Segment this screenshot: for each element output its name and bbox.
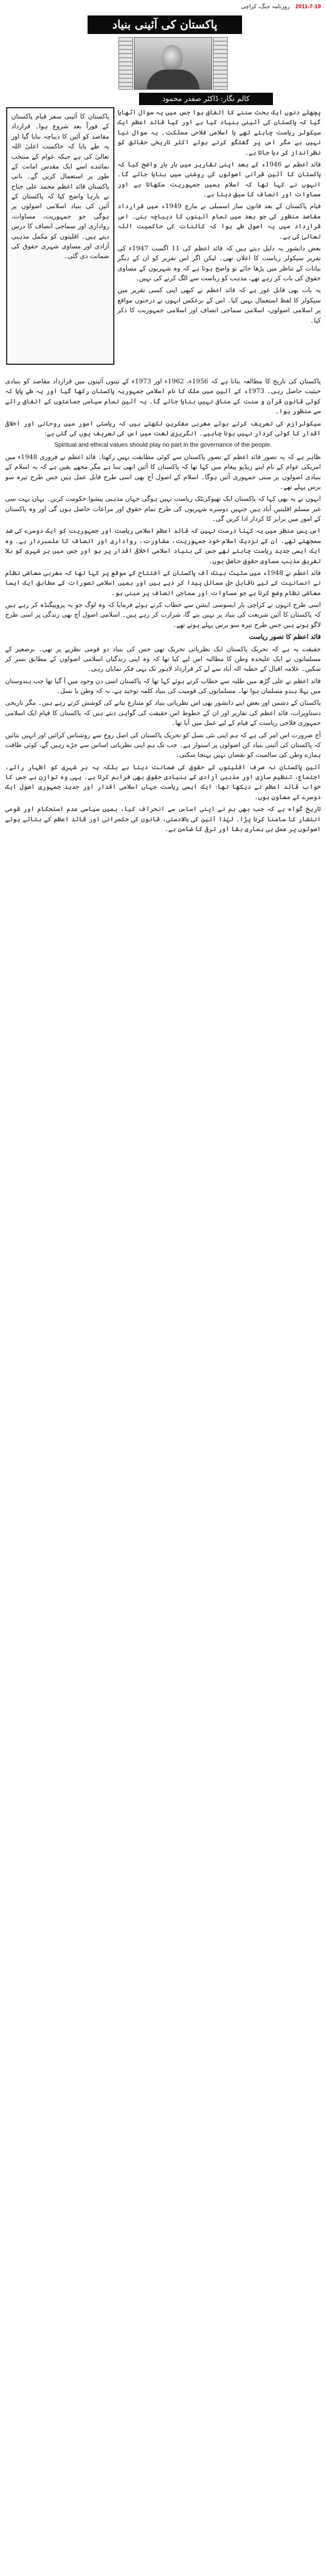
paragraph: ظاہر ہے کہ یہ تصور قائد اعظم کے تصور پاکستان سے کوئی مطابقت نہیں رکھتا۔ قائد اعظم نے فروری 1948ء میں امریکی عوام کے نام اپنے ریڈیو پیغام میں کہا تھا کہ پاکستان کا آئین ابھی بننا ہے مگر مجھے یقین ہے کہ یہ اسلام کے بنیادی اصولوں پر مبنی جمہوری آئین ہوگا۔ اسلام کے اصول آج بھی اسی طرح قابل عمل ہیں جس طرح تیرہ سو برس پہلے تھے۔ xyxy=(5,452,321,490)
sub-heading: قائد اعظم کا تصور ریاست xyxy=(249,633,321,641)
portrait-shoulders xyxy=(147,70,199,89)
author-portrait xyxy=(134,37,212,90)
paragraph: پچھلے دنوں ایک بحث سننے کا اتفاق ہوا جس میں یہ سوال اٹھایا گیا کہ پاکستان کی آئینی بنیاد کیا ہے اور کیا قائد اعظم ایک سیکولر ریاست چاہتے تھے یا اسلامی فلاحی مملکت۔ یہ سوال نیا نہیں ہے مگر اس پر گفتگو کرتے ہوئے اکثر تاریخی حقائق کو نظرانداز کر دیا جاتا ہے۔ xyxy=(117,108,321,156)
paragraph: قائد اعظم نے 1946ء کے بعد اپنی تقاریر میں بار بار واضح کیا کہ پاکستان کا آئین قرآنی اصولوں کی روشنی میں بنایا جائے گا۔ انہوں نے کہا تھا کہ اسلام ہمیں جمہوریت سکھاتا ہے اور مساوات اور انصاف کا سبق دیتا ہے۔ xyxy=(117,160,321,198)
article-body xyxy=(5,376,321,836)
paragraph: انہوں نے یہ بھی کہا کہ پاکستان ایک تھیوکریٹک ریاست نہیں ہوگی جہاں مذہبی پیشوا حکومت کریں۔ یہاں بہت سی غیر مسلم اقلیتیں آباد ہیں جنہیں دوسرے شہریوں کی طرح تمام حقوق اور مراعات حاصل ہوں گی اور وہ پاکستان کے امور میں برابر کا کردار ادا کریں گی۔ xyxy=(5,495,321,523)
paragraph: آئین پاکستان نہ صرف اقلیتوں کے حقوق کی ضمانت دیتا ہے بلکہ یہ ہر شہری کو اظہار رائے، اجتماع، تنظیم سازی اور مذہبی آزادی کے بنیادی حقوق بھی فراہم کرتا ہے۔ یہی وہ توازن ہے جس کا خواب قائد اعظم نے دیکھا تھا: ایک ایسی ریاست جہاں اسلامی اقدار اور جدید جمہوری اصول ایک دوسرے کے معاون ہوں۔ xyxy=(5,762,321,801)
paragraph: اس پس منظر میں یہ کہنا درست نہیں کہ قائد اعظم اسلامی ریاست اور جمہوریت کو ایک دوسرے کی ضد سمجھتے تھے۔ ان کے نزدیک اسلام خود جمہوریت، مشاورت، رواداری اور انصاف کا علمبردار ہے۔ وہ ایک ایسی جدید ریاست چاہتے تھے جس کی بنیاد اسلامی اخلاقی اقدار پر ہو اور جس میں ہر شہری کو بلا تفریق مذہب مساوی حقوق حاصل ہوں۔ xyxy=(5,527,321,565)
publication-date: 2011-7-19 xyxy=(295,4,321,10)
paragraph: اسی طرح انہوں نے کراچی بار ایسوسی ایشن سے خطاب کرتے ہوئے فرمایا کہ وہ لوگ جو یہ پروپیگنڈہ کر رہے ہیں کہ پاکستان کا آئین شریعت کی بنیاد پر نہیں بنے گا، شرارت کر رہے ہیں۔ اسلامی اصول آج بھی زندگی پر اسی طرح لاگو ہوتے ہیں جس طرح تیرہ سو برس پہلے ہوتے تھے۔ xyxy=(5,601,321,629)
publication-name: روزنامہ جنگ، کراچی xyxy=(241,4,290,10)
paragraph: آج ضرورت اس امر کی ہے کہ ہم اپنی نئی نسل کو تحریک پاکستان کی اصل روح سے روشناس کرائیں اور انہیں بتائیں کہ پاکستان کی آئینی بنیاد کن اصولوں پر استوار ہے۔ جب تک ہم اپنی نظریاتی اساس سے جڑے رہیں گے، کوئی طاقت ہمارے وطن کی سالمیت کو نقصان نہیں پہنچا سکتی۔ xyxy=(5,731,321,759)
author-byline: کالم نگار: ڈاکٹر صفدر محمود xyxy=(139,93,273,105)
english-quote: Spiritual and ethical values should play no part in the governance of the people. xyxy=(54,441,272,449)
portrait-face xyxy=(161,45,183,72)
article-intro xyxy=(117,107,321,327)
pillar-ornament-right xyxy=(213,37,228,90)
paragraph: تاریخ گواہ ہے کہ جب بھی ہم نے اپنی اساس سے انحراف کیا، ہمیں سیاسی عدم استحکام اور قومی انتشار کا سامنا کرنا پڑا۔ لہٰذا آئین کی بالادستی، قانون کی حکمرانی اور قائد اعظم کے بتائے ہوئے اصولوں پر عمل ہی ہماری بقا اور ترقی کا ضامن ہے۔ xyxy=(5,805,321,833)
column-header xyxy=(41,13,288,91)
paragraph: قیام پاکستان کے بعد قانون ساز اسمبلی نے مارچ 1949ء میں قرارداد مقاصد منظور کی جو بعد میں تمام آئینوں کا دیباچہ بنی۔ اس قرارداد میں یہ اصول طے ہوا کہ کائنات کی حاکمیت اللہ تعالیٰ کی ہے۔ xyxy=(117,202,321,240)
paragraph: پاکستان کے دشمن اور بعض اپنے دانشور بھی اس نظریاتی بنیاد کو متنازع بنانے کی کوشش کرتے رہے ہیں۔ مگر تاریخی دستاویزات، قائد اعظم کی تقاریر اور ان کے خطوط اس حقیقت کی گواہی دیتے ہیں کہ پاکستان کا قیام ایک اسلامی جمہوری فلاحی ریاست کے قیام کے لیے عمل میں آیا تھا۔ xyxy=(5,699,321,727)
paragraph: حقیقت یہ ہے کہ تحریک پاکستان ایک نظریاتی تحریک تھی جس کی بنیاد دو قومی نظریے پر تھی۔ برصغیر کے مسلمانوں نے ایک علیحدہ وطن کا مطالبہ اس لیے کیا تھا کہ وہ اپنی زندگیاں اسلامی اصولوں کے مطابق بسر کر سکیں۔ علامہ اقبال کے خطبہ الہ آباد سے لے کر قرارداد لاہور تک یہی فکر نمایاں رہی۔ xyxy=(5,645,321,673)
column-title: پاکستان کی آئینی بنیاد xyxy=(88,15,242,34)
paragraph: سیکولرازم کی تعریف کرتے ہوئے مغربی مفکرین لکھتے ہیں کہ ریاستی امور میں روحانی اور اخلاقی اقدار کا کوئی کردار نہیں ہونا چاہیے۔ انگریزی لغت میں اس کی تعریف یوں کی گئی ہے: xyxy=(5,419,321,437)
paragraph: بعض دانشور یہ دلیل دیتے ہیں کہ قائد اعظم کی 11 اگست 1947ء کی تقریر سیکولر ریاست کا اعلان تھی۔ لیکن اگر اس تقریر کو ان کے دیگر بیانات کے تناظر میں پڑھا جائے تو واضح ہوتا ہے کہ وہ شہریوں کے مساوی حقوق کی بات کر رہے تھے، مذہب کو ریاست سے الگ کرنے کی نہیں۔ xyxy=(117,244,321,282)
sidebar-text: پاکستان کا آئینی سفر قیام پاکستان کے فوراً بعد شروع ہوا۔ قرارداد مقاصد کو آئین کا دیباچہ بنایا گیا اور یہ طے پایا کہ حاکمیت اعلیٰ اللہ تعالیٰ کی ہے جبکہ عوام کے منتخب نمائندے اسے ایک مقدس امانت کے طور پر استعمال کریں گے۔ بانی پاکستان قائد اعظم محمد علی جناح نے بارہا واضح کیا کہ پاکستان کے آئین کی بنیاد اسلامی اصولوں پر ہوگی جو جمہوریت، مساوات، رواداری اور سماجی انصاف کا درس دیتے ہیں۔ اقلیتوں کو مکمل مذہبی آزادی اور مساوی شہری حقوق کی ضمانت دی گئی۔ xyxy=(11,112,109,260)
pillar-ornament-left xyxy=(118,37,133,90)
paragraph: قائد اعظم نے علی گڑھ میں طلبہ سے خطاب کرتے ہوئے کہا تھا کہ پاکستان اسی دن وجود میں آ گیا تھا جب ہندوستان میں پہلا ہندو مسلمان ہوا تھا۔ مسلمانوں کی قومیت کی بنیاد کلمہ توحید ہے، نہ کہ وطن یا نسل۔ xyxy=(5,676,321,695)
sidebar-quote-box xyxy=(6,107,114,365)
paragraph: پاکستان کی تاریخ کا مطالعہ بتاتا ہے کہ 1956ء، 1962ء اور 1973ء کے تینوں آئینوں میں قرارداد مقاصد کو بنیادی حیثیت حاصل رہی۔ 1973ء کے آئین میں ملک کا نام اسلامی جمہوریہ پاکستان رکھا گیا اور یہ طے پایا کہ کوئی قانون قرآن و سنت کے منافی نہیں بنایا جائے گا۔ یہ آئین تمام سیاسی جماعتوں کے اتفاق رائے سے منظور ہوا۔ xyxy=(5,377,321,415)
dateline xyxy=(6,3,321,10)
paragraph: یہ بات بھی قابل غور ہے کہ قائد اعظم نے کبھی اپنی کسی تقریر میں سیکولر کا لفظ استعمال نہیں کیا۔ اس کے برعکس انہوں نے درجنوں مواقع پر اسلامی اصولوں، اسلامی سماجی انصاف اور اسلامی جمہوریت کا ذکر کیا۔ xyxy=(117,286,321,324)
paragraph: قائد اعظم نے 1948ء میں سٹیٹ بینک آف پاکستان کے افتتاح کے موقع پر کہا تھا کہ مغربی معاشی نظام نے انسانیت کے لیے ناقابل حل مسائل پیدا کر دیے ہیں اور ہمیں اسلامی تصورات کے مطابق ایک ایسا معاشی نظام وضع کرنا ہے جو مساوات اور سماجی انصاف پر مبنی ہو۔ xyxy=(5,568,321,597)
